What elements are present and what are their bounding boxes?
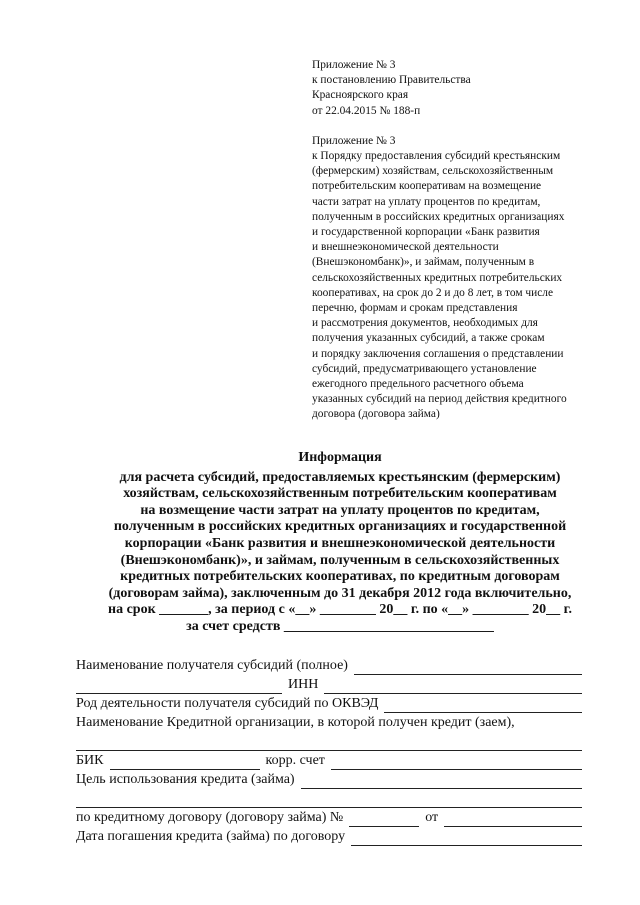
contract-date-label: от	[425, 810, 439, 825]
title-line: корпорации «Банк развития и внешнеэкономической деятельности	[124, 535, 556, 551]
purpose-field-row	[76, 789, 582, 808]
purpose-continuation-field[interactable]	[76, 793, 582, 808]
appendix-line: указанных субсидий на период действия кредитного	[312, 393, 567, 406]
inn-field[interactable]	[324, 679, 582, 694]
corr-account-field[interactable]	[331, 755, 582, 770]
title-line: для расчета субсидий, предоставляемых крестьянским (фермерским)	[119, 469, 561, 485]
appendix-decree-block	[312, 58, 612, 119]
appendix-line: части затрат на уплату процентов по кредитам,	[312, 195, 541, 208]
appendix-procedure-block	[312, 134, 612, 423]
repayment-date-field[interactable]	[351, 831, 582, 846]
appendix-line: и государственной корпорации «Банк развития	[312, 226, 540, 239]
title-line: (договорам займа), заключенным до 31 декабря 2012 года включительно,	[108, 585, 572, 601]
purpose-label: Цель использования кредита (займа)	[76, 772, 295, 787]
okved-label: Род деятельности получателя субсидий по ОКВЭД	[76, 696, 379, 711]
bik-field[interactable]	[110, 755, 260, 770]
recipient-name-field[interactable]	[354, 660, 582, 675]
contract-number-label: по кредитному договору (договору займа) №	[76, 810, 344, 825]
inn-row	[76, 675, 582, 694]
appendix-line: (фермерским) хозяйствам, сельскохозяйственным	[312, 165, 554, 178]
period-line: на срок _______, за период с «__» ________ 20__ г. по «__» ________ 20__ г.	[108, 602, 572, 618]
title-line: кредитных потребительских кооперативах, по кредитным договорам	[120, 569, 560, 585]
appendix-line: и внешнеэкономической деятельности	[312, 241, 499, 254]
appendix-line: Красноярского края	[312, 89, 409, 102]
purpose-field[interactable]	[301, 774, 582, 789]
contract-date-field[interactable]	[444, 812, 582, 827]
contract-row	[76, 808, 582, 827]
recipient-name-continuation-field[interactable]	[76, 679, 282, 694]
repayment-date-label: Дата погашения кредита (займа) по договору	[76, 829, 346, 844]
appendix-line: кооперативах, на срок до 2 и до 8 лет, в том числе	[312, 286, 553, 299]
appendix-line: к постановлению Правительства	[312, 74, 471, 87]
appendix-line: Приложение № 3	[312, 59, 396, 71]
credit-org-field[interactable]	[76, 736, 582, 751]
appendix-line: к Порядку предоставления субсидий крестьянским	[312, 150, 561, 163]
bik-row	[76, 751, 582, 770]
credit-org-row	[76, 713, 582, 732]
title-line: (Внешэкономбанк)», и займам, полученным в сельскохозяйственных	[120, 552, 560, 568]
title-line: на возмещение части затрат на уплату процентов по кредитам,	[140, 502, 540, 518]
appendix-line: (Внешэкономбанк)», и займам, полученным в	[312, 256, 535, 269]
recipient-name-label: Наименование получателя субсидий (полное)	[76, 658, 348, 673]
appendix-line: полученным в российских кредитных организациях	[312, 210, 565, 223]
appendix-line: и рассмотрения документов, необходимых для	[312, 317, 538, 330]
corr-account-label: корр. счет	[265, 753, 325, 768]
purpose-row	[76, 770, 582, 789]
appendix-line: получения указанных субсидий, а также срокам	[312, 332, 545, 345]
recipient-name-row	[76, 656, 582, 675]
okved-row	[76, 694, 582, 713]
title-line: полученным в российских кредитных организациях и государственной	[113, 519, 567, 535]
appendix-line: от 22.04.2015 № 188-п	[312, 104, 421, 117]
bik-label: БИК	[76, 753, 104, 768]
credit-org-label: Наименование Кредитной организации, в которой получен кредит (заем),	[76, 715, 515, 730]
appendix-line: сельскохозяйственных кредитных потребительских	[312, 271, 563, 284]
repayment-row	[76, 827, 582, 846]
contract-number-field[interactable]	[349, 812, 419, 827]
document-title	[70, 450, 610, 636]
title-line: хозяйствам, сельскохозяйственным потребительским кооперативам	[123, 486, 557, 502]
recipient-form	[76, 656, 582, 846]
okved-field[interactable]	[384, 698, 582, 713]
appendix-line: ежегодного предельного расчетного объема	[312, 378, 524, 391]
appendix-line: субсидий, предусматривающего установление	[312, 362, 537, 375]
appendix-line: и порядку заключения соглашения о представлении	[312, 347, 564, 360]
appendix-line: потребительским кооперативам на возмещение	[312, 180, 542, 193]
appendix-line: договора (договора займа)	[312, 408, 440, 421]
title-heading: Информация	[298, 450, 382, 465]
credit-org-field-row	[76, 732, 582, 751]
inn-label: ИНН	[288, 677, 319, 692]
funding-source-line: за счет средств ______________________________	[186, 618, 494, 634]
appendix-header	[312, 58, 612, 423]
appendix-line: перечню, формам и срокам представления	[312, 302, 518, 315]
appendix-line: Приложение № 3	[312, 134, 396, 147]
